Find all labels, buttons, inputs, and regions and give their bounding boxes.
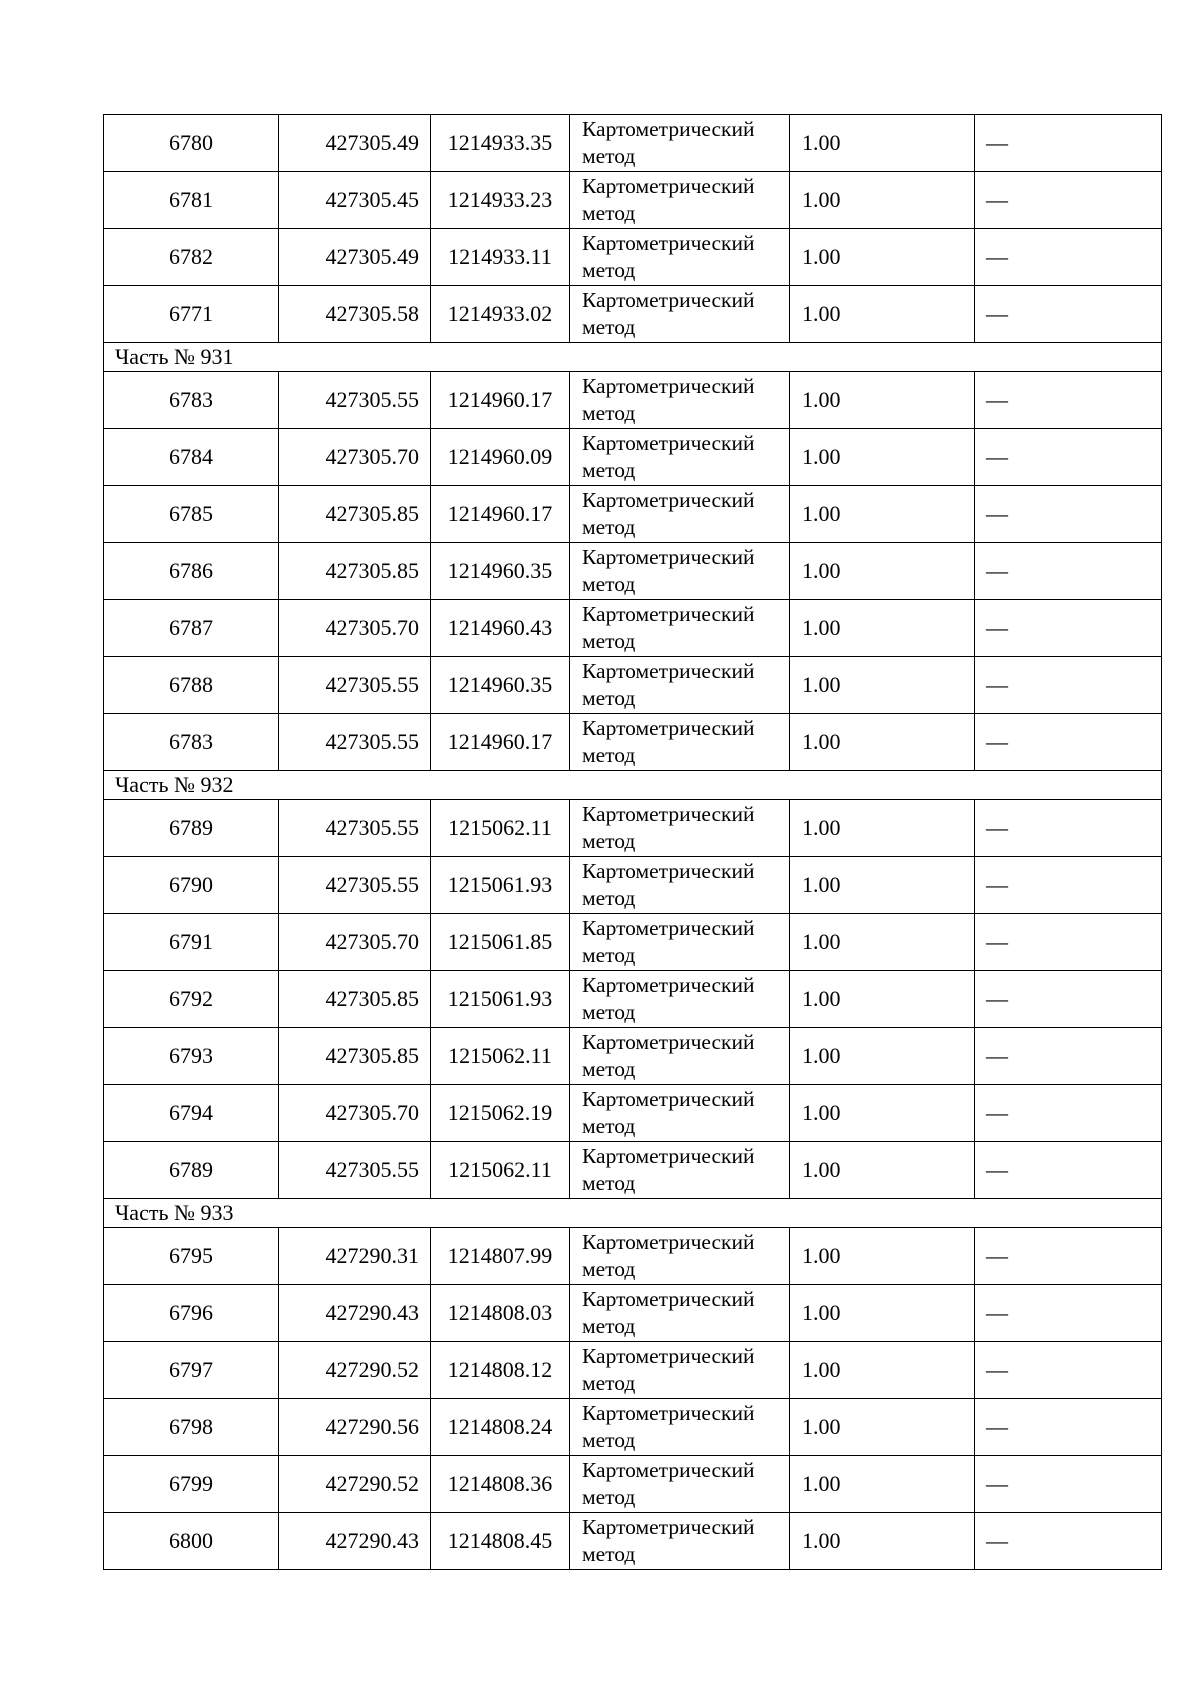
- method-line-2: метод: [582, 1314, 636, 1338]
- y-coordinate-cell: 1214960.35: [431, 657, 570, 714]
- accuracy-cell: 1.00: [790, 657, 975, 714]
- point-number-cell: 6788: [104, 657, 279, 714]
- method-line-1: Картометрический: [582, 1344, 755, 1368]
- method-line-1: Картометрический: [582, 1401, 755, 1425]
- accuracy-cell: 1.00: [790, 1085, 975, 1142]
- method-cell: [570, 486, 790, 543]
- x-coordinate-cell: 427290.56: [279, 1399, 431, 1456]
- x-coordinate-cell: 427305.55: [279, 657, 431, 714]
- table-row: [104, 1399, 1162, 1456]
- method-cell: [570, 429, 790, 486]
- note-dash-cell: —: [975, 914, 1162, 971]
- table-row: [104, 1142, 1162, 1199]
- accuracy-cell: 1.00: [790, 857, 975, 914]
- note-dash-cell: —: [975, 486, 1162, 543]
- method-line-2: метод: [582, 1485, 636, 1509]
- point-number-cell: 6789: [104, 1142, 279, 1199]
- method-cell: [570, 1285, 790, 1342]
- x-coordinate-cell: 427290.43: [279, 1513, 431, 1570]
- y-coordinate-cell: 1214960.17: [431, 714, 570, 771]
- note-dash-cell: —: [975, 115, 1162, 172]
- x-coordinate-cell: 427290.52: [279, 1342, 431, 1399]
- point-number-cell: 6783: [104, 714, 279, 771]
- part-header-row: [104, 771, 1162, 800]
- method-line-1: Картометрический: [582, 602, 755, 626]
- method-line-2: метод: [582, 458, 636, 482]
- y-coordinate-cell: 1214808.45: [431, 1513, 570, 1570]
- method-line-1: Картометрический: [582, 174, 755, 198]
- method-cell: [570, 1228, 790, 1285]
- y-coordinate-cell: 1215062.11: [431, 1142, 570, 1199]
- accuracy-cell: 1.00: [790, 543, 975, 600]
- table-row: [104, 1028, 1162, 1085]
- note-dash-cell: —: [975, 1456, 1162, 1513]
- point-number-cell: 6780: [104, 115, 279, 172]
- method-cell: [570, 1028, 790, 1085]
- note-dash-cell: —: [975, 172, 1162, 229]
- accuracy-cell: 1.00: [790, 486, 975, 543]
- method-line-1: Картометрический: [582, 802, 755, 826]
- y-coordinate-cell: 1214960.09: [431, 429, 570, 486]
- y-coordinate-cell: 1215061.93: [431, 857, 570, 914]
- method-cell: [570, 172, 790, 229]
- x-coordinate-cell: 427305.55: [279, 857, 431, 914]
- coordinates-table-body: [104, 115, 1162, 1570]
- y-coordinate-cell: 1214933.02: [431, 286, 570, 343]
- note-dash-cell: —: [975, 600, 1162, 657]
- part-label: Часть № 932: [104, 771, 1162, 800]
- method-line-1: Картометрический: [582, 1087, 755, 1111]
- accuracy-cell: 1.00: [790, 172, 975, 229]
- y-coordinate-cell: 1214960.17: [431, 486, 570, 543]
- method-line-2: метод: [582, 572, 636, 596]
- method-line-2: метод: [582, 315, 636, 339]
- y-coordinate-cell: 1214808.03: [431, 1285, 570, 1342]
- method-line-2: метод: [582, 943, 636, 967]
- accuracy-cell: 1.00: [790, 115, 975, 172]
- x-coordinate-cell: 427305.49: [279, 229, 431, 286]
- method-line-2: метод: [582, 1114, 636, 1138]
- part-header-row: [104, 1199, 1162, 1228]
- part-label: Часть № 933: [104, 1199, 1162, 1228]
- accuracy-cell: 1.00: [790, 914, 975, 971]
- method-line-2: метод: [582, 1542, 636, 1566]
- method-line-1: Картометрический: [582, 859, 755, 883]
- method-line-1: Картометрический: [582, 716, 755, 740]
- method-cell: [570, 1456, 790, 1513]
- method-cell: [570, 971, 790, 1028]
- y-coordinate-cell: 1215062.11: [431, 800, 570, 857]
- part-label: Часть № 931: [104, 343, 1162, 372]
- x-coordinate-cell: 427305.55: [279, 800, 431, 857]
- point-number-cell: 6784: [104, 429, 279, 486]
- note-dash-cell: —: [975, 229, 1162, 286]
- y-coordinate-cell: 1214933.23: [431, 172, 570, 229]
- method-line-1: Картометрический: [582, 973, 755, 997]
- method-line-2: метод: [582, 686, 636, 710]
- table-row: [104, 714, 1162, 771]
- table-row: [104, 229, 1162, 286]
- point-number-cell: 6791: [104, 914, 279, 971]
- note-dash-cell: —: [975, 1142, 1162, 1199]
- x-coordinate-cell: 427290.52: [279, 1456, 431, 1513]
- method-line-2: метод: [582, 144, 636, 168]
- table-row: [104, 914, 1162, 971]
- accuracy-cell: 1.00: [790, 1228, 975, 1285]
- note-dash-cell: —: [975, 429, 1162, 486]
- note-dash-cell: —: [975, 286, 1162, 343]
- accuracy-cell: 1.00: [790, 372, 975, 429]
- method-line-2: метод: [582, 1171, 636, 1195]
- point-number-cell: 6785: [104, 486, 279, 543]
- accuracy-cell: 1.00: [790, 429, 975, 486]
- method-cell: [570, 914, 790, 971]
- accuracy-cell: 1.00: [790, 971, 975, 1028]
- method-line-2: метод: [582, 1000, 636, 1024]
- point-number-cell: 6781: [104, 172, 279, 229]
- x-coordinate-cell: 427305.55: [279, 1142, 431, 1199]
- point-number-cell: 6800: [104, 1513, 279, 1570]
- method-line-1: Картометрический: [582, 916, 755, 940]
- method-line-1: Картометрический: [582, 231, 755, 255]
- accuracy-cell: 1.00: [790, 600, 975, 657]
- method-line-1: Картометрический: [582, 1030, 755, 1054]
- method-line-2: метод: [582, 201, 636, 225]
- point-number-cell: 6792: [104, 971, 279, 1028]
- method-cell: [570, 372, 790, 429]
- point-number-cell: 6789: [104, 800, 279, 857]
- table-row: [104, 286, 1162, 343]
- accuracy-cell: 1.00: [790, 1456, 975, 1513]
- note-dash-cell: —: [975, 1085, 1162, 1142]
- y-coordinate-cell: 1215061.93: [431, 971, 570, 1028]
- x-coordinate-cell: 427305.55: [279, 372, 431, 429]
- point-number-cell: 6794: [104, 1085, 279, 1142]
- accuracy-cell: 1.00: [790, 286, 975, 343]
- note-dash-cell: —: [975, 1028, 1162, 1085]
- method-cell: [570, 800, 790, 857]
- note-dash-cell: —: [975, 543, 1162, 600]
- x-coordinate-cell: 427305.55: [279, 714, 431, 771]
- method-cell: [570, 543, 790, 600]
- x-coordinate-cell: 427305.85: [279, 971, 431, 1028]
- y-coordinate-cell: 1214960.35: [431, 543, 570, 600]
- method-line-1: Картометрический: [582, 1287, 755, 1311]
- table-row: [104, 1513, 1162, 1570]
- note-dash-cell: —: [975, 1285, 1162, 1342]
- accuracy-cell: 1.00: [790, 800, 975, 857]
- table-row: [104, 172, 1162, 229]
- method-line-2: метод: [582, 829, 636, 853]
- table-row: [104, 1228, 1162, 1285]
- note-dash-cell: —: [975, 857, 1162, 914]
- y-coordinate-cell: 1215062.19: [431, 1085, 570, 1142]
- table-row: [104, 486, 1162, 543]
- point-number-cell: 6771: [104, 286, 279, 343]
- accuracy-cell: 1.00: [790, 1399, 975, 1456]
- table-row: [104, 1456, 1162, 1513]
- method-line-1: Картометрический: [582, 1515, 755, 1539]
- table-row: [104, 543, 1162, 600]
- y-coordinate-cell: 1214933.35: [431, 115, 570, 172]
- x-coordinate-cell: 427305.70: [279, 1085, 431, 1142]
- table-row: [104, 857, 1162, 914]
- note-dash-cell: —: [975, 1228, 1162, 1285]
- x-coordinate-cell: 427305.85: [279, 543, 431, 600]
- note-dash-cell: —: [975, 971, 1162, 1028]
- method-line-2: метод: [582, 886, 636, 910]
- y-coordinate-cell: 1214808.24: [431, 1399, 570, 1456]
- y-coordinate-cell: 1214808.12: [431, 1342, 570, 1399]
- x-coordinate-cell: 427305.49: [279, 115, 431, 172]
- x-coordinate-cell: 427305.70: [279, 914, 431, 971]
- method-line-2: метод: [582, 1257, 636, 1281]
- point-number-cell: 6797: [104, 1342, 279, 1399]
- y-coordinate-cell: 1214808.36: [431, 1456, 570, 1513]
- y-coordinate-cell: 1214960.17: [431, 372, 570, 429]
- coordinates-table: [103, 114, 1162, 1570]
- method-cell: [570, 115, 790, 172]
- method-line-1: Картометрический: [582, 659, 755, 683]
- table-row: [104, 429, 1162, 486]
- y-coordinate-cell: 1214960.43: [431, 600, 570, 657]
- point-number-cell: 6798: [104, 1399, 279, 1456]
- note-dash-cell: —: [975, 800, 1162, 857]
- point-number-cell: 6795: [104, 1228, 279, 1285]
- accuracy-cell: 1.00: [790, 1028, 975, 1085]
- method-cell: [570, 1342, 790, 1399]
- note-dash-cell: —: [975, 1513, 1162, 1570]
- method-line-2: метод: [582, 1371, 636, 1395]
- table-row: [104, 372, 1162, 429]
- method-line-1: Картометрический: [582, 288, 755, 312]
- x-coordinate-cell: 427305.70: [279, 600, 431, 657]
- accuracy-cell: 1.00: [790, 1285, 975, 1342]
- method-cell: [570, 1142, 790, 1199]
- table-row: [104, 600, 1162, 657]
- method-cell: [570, 1513, 790, 1570]
- point-number-cell: 6793: [104, 1028, 279, 1085]
- part-header-row: [104, 343, 1162, 372]
- x-coordinate-cell: 427290.43: [279, 1285, 431, 1342]
- y-coordinate-cell: 1214933.11: [431, 229, 570, 286]
- method-cell: [570, 657, 790, 714]
- accuracy-cell: 1.00: [790, 229, 975, 286]
- method-cell: [570, 600, 790, 657]
- method-cell: [570, 286, 790, 343]
- note-dash-cell: —: [975, 657, 1162, 714]
- table-row: [104, 115, 1162, 172]
- accuracy-cell: 1.00: [790, 1142, 975, 1199]
- table-row: [104, 1085, 1162, 1142]
- method-cell: [570, 1399, 790, 1456]
- method-line-1: Картометрический: [582, 117, 755, 141]
- method-cell: [570, 1085, 790, 1142]
- method-line-2: метод: [582, 258, 636, 282]
- x-coordinate-cell: 427305.85: [279, 486, 431, 543]
- method-cell: [570, 229, 790, 286]
- y-coordinate-cell: 1215061.85: [431, 914, 570, 971]
- note-dash-cell: —: [975, 372, 1162, 429]
- method-cell: [570, 714, 790, 771]
- table-row: [104, 800, 1162, 857]
- point-number-cell: 6796: [104, 1285, 279, 1342]
- method-line-1: Картометрический: [582, 488, 755, 512]
- point-number-cell: 6799: [104, 1456, 279, 1513]
- method-line-1: Картометрический: [582, 374, 755, 398]
- method-line-1: Картометрический: [582, 545, 755, 569]
- accuracy-cell: 1.00: [790, 714, 975, 771]
- method-line-1: Картометрический: [582, 1230, 755, 1254]
- accuracy-cell: 1.00: [790, 1342, 975, 1399]
- method-line-1: Картометрический: [582, 1144, 755, 1168]
- x-coordinate-cell: 427305.70: [279, 429, 431, 486]
- table-row: [104, 657, 1162, 714]
- accuracy-cell: 1.00: [790, 1513, 975, 1570]
- method-line-1: Картометрический: [582, 431, 755, 455]
- point-number-cell: 6782: [104, 229, 279, 286]
- table-row: [104, 971, 1162, 1028]
- method-line-2: метод: [582, 743, 636, 767]
- point-number-cell: 6786: [104, 543, 279, 600]
- method-line-2: метод: [582, 629, 636, 653]
- note-dash-cell: —: [975, 1342, 1162, 1399]
- y-coordinate-cell: 1215062.11: [431, 1028, 570, 1085]
- x-coordinate-cell: 427305.85: [279, 1028, 431, 1085]
- point-number-cell: 6787: [104, 600, 279, 657]
- method-line-2: метод: [582, 401, 636, 425]
- note-dash-cell: —: [975, 714, 1162, 771]
- method-line-2: метод: [582, 1428, 636, 1452]
- table-row: [104, 1342, 1162, 1399]
- y-coordinate-cell: 1214807.99: [431, 1228, 570, 1285]
- x-coordinate-cell: 427290.31: [279, 1228, 431, 1285]
- table-row: [104, 1285, 1162, 1342]
- method-line-1: Картометрический: [582, 1458, 755, 1482]
- point-number-cell: 6783: [104, 372, 279, 429]
- method-line-2: метод: [582, 515, 636, 539]
- note-dash-cell: —: [975, 1399, 1162, 1456]
- method-line-2: метод: [582, 1057, 636, 1081]
- point-number-cell: 6790: [104, 857, 279, 914]
- x-coordinate-cell: 427305.45: [279, 172, 431, 229]
- method-cell: [570, 857, 790, 914]
- x-coordinate-cell: 427305.58: [279, 286, 431, 343]
